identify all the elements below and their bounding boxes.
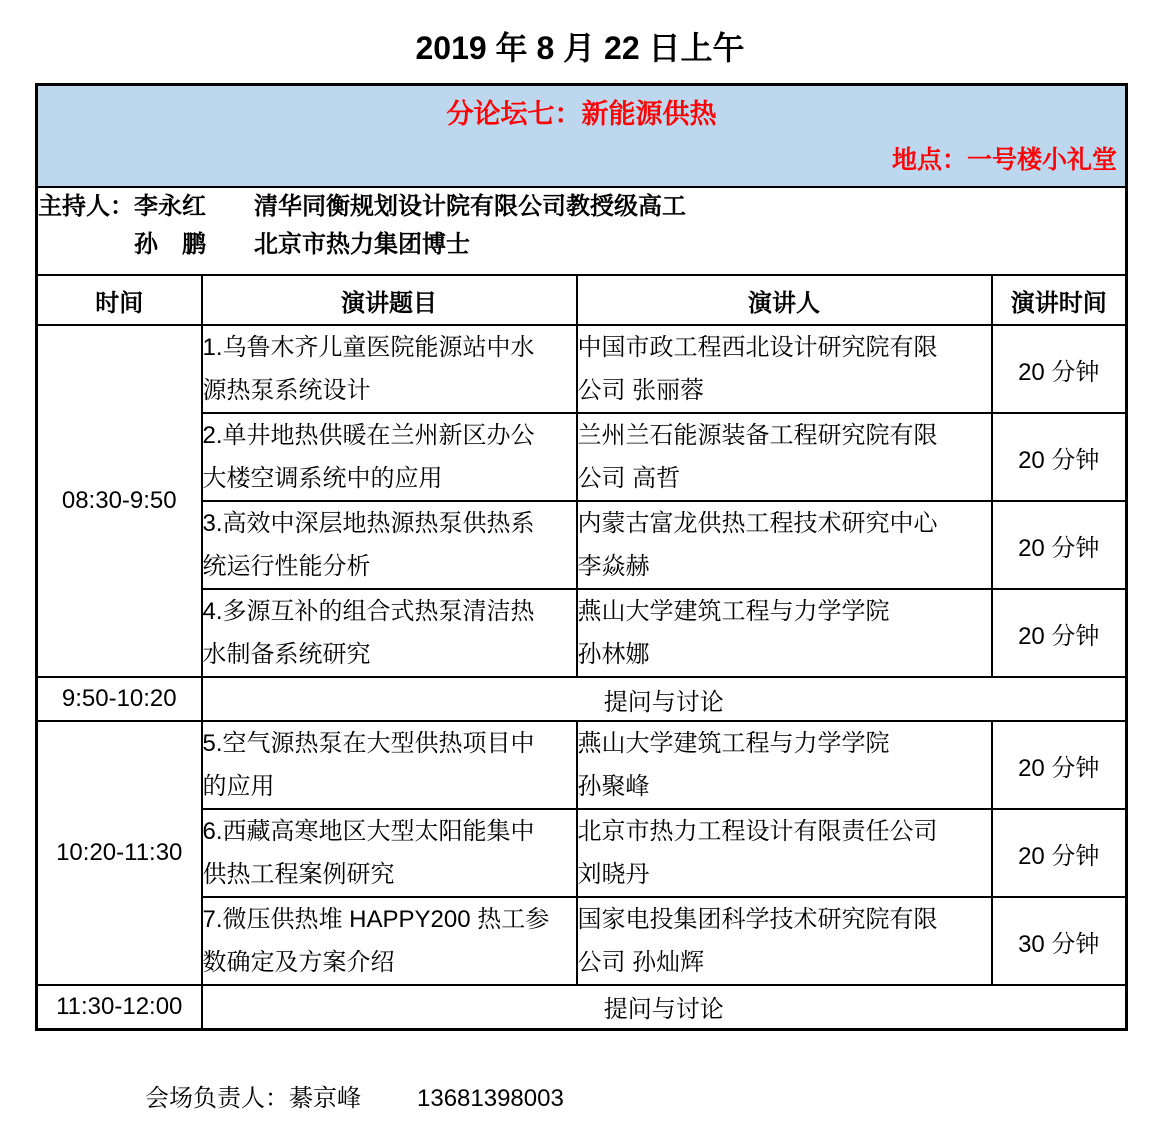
talk-title xyxy=(202,325,577,413)
talk-speaker-line: 内蒙古富龙供热工程技术研究中心 xyxy=(577,510,938,537)
talk-speaker-line: 公司 高哲 xyxy=(577,465,681,492)
footer-contact xyxy=(145,1083,1160,1115)
talk-speaker-line: 孙聚峰 xyxy=(577,773,650,800)
talk-duration: 20 分钟 xyxy=(992,325,1127,413)
hosts-cell xyxy=(37,187,1127,275)
talk-title xyxy=(202,809,577,897)
talk-duration: 20 分钟 xyxy=(992,501,1127,589)
talk-duration: 20 分钟 xyxy=(992,809,1127,897)
session2-time: 10:20-11:30 xyxy=(37,721,202,985)
talk-title-line: 7.微压供热堆 HAPPY200 热工参 xyxy=(202,906,550,933)
host-line-2: 孙 鹏 北京市热力集团博士 xyxy=(134,231,470,258)
talk-speaker-line: 孙林娜 xyxy=(577,641,650,668)
talk-title-line: 数确定及方案介绍 xyxy=(202,949,395,976)
header-duration: 演讲时间 xyxy=(992,275,1127,325)
talk-speaker xyxy=(577,501,992,589)
discussion1-time: 9:50-10:20 xyxy=(37,677,202,721)
talk-speaker-line: 中国市政工程西北设计研究院有限 xyxy=(577,334,938,361)
phone-number: 13681398003 xyxy=(417,1084,564,1112)
talk-duration: 30 分钟 xyxy=(992,897,1127,985)
talk-speaker-line: 刘晓丹 xyxy=(577,861,650,888)
discussion-row xyxy=(37,985,1127,1029)
header-time: 时间 xyxy=(37,275,202,325)
footer-contact-name: 綦京峰 xyxy=(289,1084,361,1112)
talk-speaker xyxy=(577,721,992,809)
discussion-row xyxy=(37,677,1127,721)
talk-title-line: 1.乌鲁木齐儿童医院能源站中水 xyxy=(202,334,535,361)
talk-title-line: 供热工程案例研究 xyxy=(202,861,395,888)
session1-time: 08:30-9:50 xyxy=(37,325,202,677)
discussion1-label: 提问与讨论 xyxy=(202,677,1127,721)
table-row xyxy=(37,721,1127,809)
table-row xyxy=(37,325,1127,413)
talk-speaker xyxy=(577,589,992,677)
hosts-row xyxy=(37,187,1127,275)
talk-duration: 20 分钟 xyxy=(992,721,1127,809)
talk-title xyxy=(202,589,577,677)
talk-title-line: 4.多源互补的组合式热泵清洁热 xyxy=(202,598,535,625)
forum-banner xyxy=(37,85,1127,188)
header-talk-title: 演讲题目 xyxy=(202,275,577,325)
talk-title xyxy=(202,413,577,501)
talk-title xyxy=(202,501,577,589)
talk-title-line: 6.西藏高寒地区大型太阳能集中 xyxy=(202,818,535,845)
talk-speaker-line: 李焱赫 xyxy=(577,553,650,580)
page-title: 2019 年 8 月 22 日上午 xyxy=(415,30,745,66)
program-page xyxy=(0,26,1160,1115)
talk-title-line: 大楼空调系统中的应用 xyxy=(202,465,443,492)
talk-speaker-line: 北京市热力工程设计有限责任公司 xyxy=(577,818,938,845)
talk-speaker-line: 公司 张丽蓉 xyxy=(577,377,705,404)
forum-title: 分论坛七：新能源供热 xyxy=(446,99,717,129)
talk-duration: 20 分钟 xyxy=(992,589,1127,677)
talk-title-line: 统运行性能分析 xyxy=(202,553,371,580)
header-speaker: 演讲人 xyxy=(577,275,992,325)
talk-title-line: 5.空气源热泵在大型供热项目中 xyxy=(202,730,535,757)
talk-duration: 20 分钟 xyxy=(992,413,1127,501)
forum-location: 地点：一号楼小礼堂 xyxy=(891,146,1117,174)
talk-title xyxy=(202,897,577,985)
host-line-1: 主持人：李永红 清华同衡规划设计院有限公司教授级高工 xyxy=(38,193,686,220)
talk-speaker xyxy=(577,325,992,413)
talk-speaker xyxy=(577,413,992,501)
talk-title xyxy=(202,721,577,809)
banner-row xyxy=(37,85,1127,188)
talk-speaker xyxy=(577,897,992,985)
talk-title-line: 水制备系统研究 xyxy=(202,641,371,668)
talk-speaker xyxy=(577,809,992,897)
talk-title-line: 2.单井地热供暖在兰州新区办公 xyxy=(202,422,535,449)
talk-title-line: 源热泵系统设计 xyxy=(202,377,371,404)
footer-contact-label: 会场负责人： xyxy=(145,1084,289,1112)
talk-speaker-line: 燕山大学建筑工程与力学学院 xyxy=(577,730,890,757)
talk-speaker-line: 燕山大学建筑工程与力学学院 xyxy=(577,598,890,625)
talk-title-line: 的应用 xyxy=(202,773,275,800)
discussion2-label: 提问与讨论 xyxy=(202,985,1127,1029)
talk-speaker-line: 公司 孙灿辉 xyxy=(577,949,705,976)
talk-speaker-line: 国家电投集团科学技术研究院有限 xyxy=(577,906,938,933)
table-header-row xyxy=(37,275,1127,325)
talk-title-line: 3.高效中深层地热源热泵供热系 xyxy=(202,510,535,537)
schedule-table xyxy=(35,83,1128,1031)
discussion2-time: 11:30-12:00 xyxy=(37,985,202,1029)
talk-speaker-line: 兰州兰石能源装备工程研究院有限 xyxy=(577,422,938,449)
